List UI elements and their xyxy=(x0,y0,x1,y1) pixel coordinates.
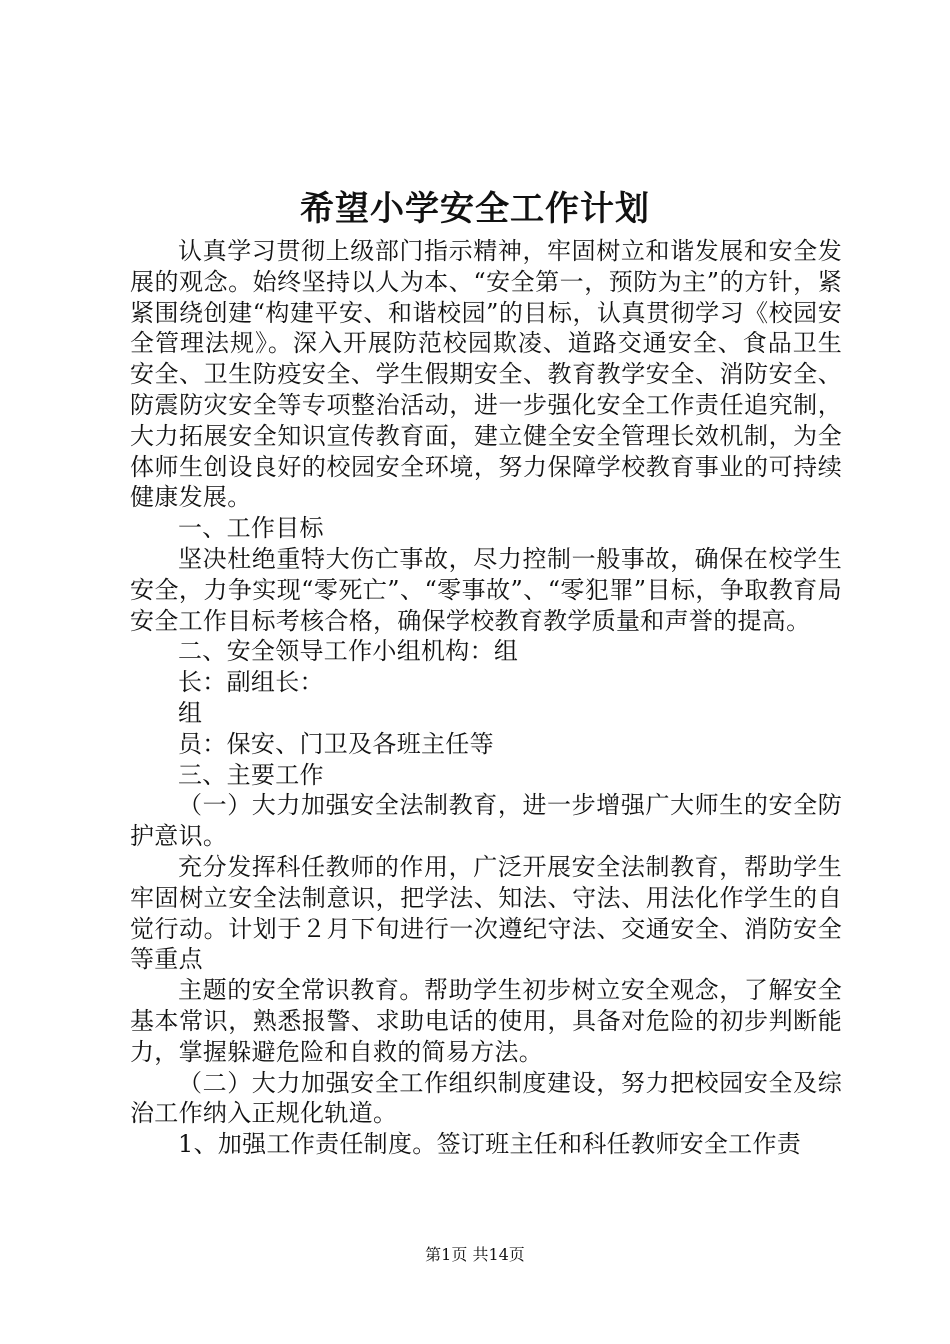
leadership-line-leader: 长：副组长： xyxy=(178,668,324,697)
subsection-heading-2: （二）大力加强安全工作组织制度建设，努力把校园安全及综治工作纳入正规化轨道。 xyxy=(130,1068,842,1128)
section-heading-leadership: 二、安全领导工作小组机构：组 xyxy=(178,637,519,666)
paragraph-safety-knowledge: 主题的安全常识教育。帮助学生初步树立安全观念，了解安全基本常识，熟悉报警、求助电话的使用，具备对危险的初步判断能力，掌握躲避危险和自救的简易方法。 xyxy=(130,976,842,1066)
paragraph-intro: 认真学习贯彻上级部门指示精神，牢固树立和谐发展和安全发展的观念。始终坚持以人为本、“安全第一，预防为主”的方针，紧紧围绕创建“构建平安、和谐校园”的目标，认真贯彻学习《校园安全管理法规》。深入开展防范校园欺凌、道路交通安全、食品卫生安全、卫生防疫安全、学生假期安全、教育教学安全、消防安全、防震防灾安全等专项整治活动，进一步强化安全工作责任追究制，大力拓展安全知识宣传教育面，建立健全安全管理长效机制，为全体师生创设良好的校园安全环境，努力保障学校教育事业的可持续健康发展。 xyxy=(130,237,842,512)
page-number-footer: 第1页 共14页 xyxy=(425,1245,525,1264)
paragraph-law-education: 充分发挥科任教师的作用，广泛开展安全法制教育，帮助学生牢固树立安全法制意识，把学法、知法、守法、用法化作学生的自觉行动。计划于２月下旬进行一次遵纪守法、交通安全、消防安全等重点 xyxy=(130,852,842,974)
paragraph-responsibility: 1、加强工作责任制度。签订班主任和科任教师安全工作责 xyxy=(178,1130,802,1159)
paragraph-goals: 坚决杜绝重特大伤亡事故，尽力控制一般事故，确保在校学生安全，力争实现“零死亡”、“零事故”、“零犯罪”目标，争取教育局安全工作目标考核合格，确保学校教育教学质量和声誉的提高。 xyxy=(130,544,842,635)
section-heading-main-work: 三、主要工作 xyxy=(178,760,324,789)
subsection-heading-1: （一）大力加强安全法制教育，进一步增强广大师生的安全防护意识。 xyxy=(130,791,842,851)
document-body xyxy=(130,236,842,1160)
document-title: 希望小学安全工作计划 xyxy=(300,189,650,229)
leadership-line-members: 员：保安、门卫及各班主任等 xyxy=(178,729,494,758)
leadership-line-group: 组 xyxy=(178,698,203,727)
section-heading-goals: 一、工作目标 xyxy=(178,514,324,543)
